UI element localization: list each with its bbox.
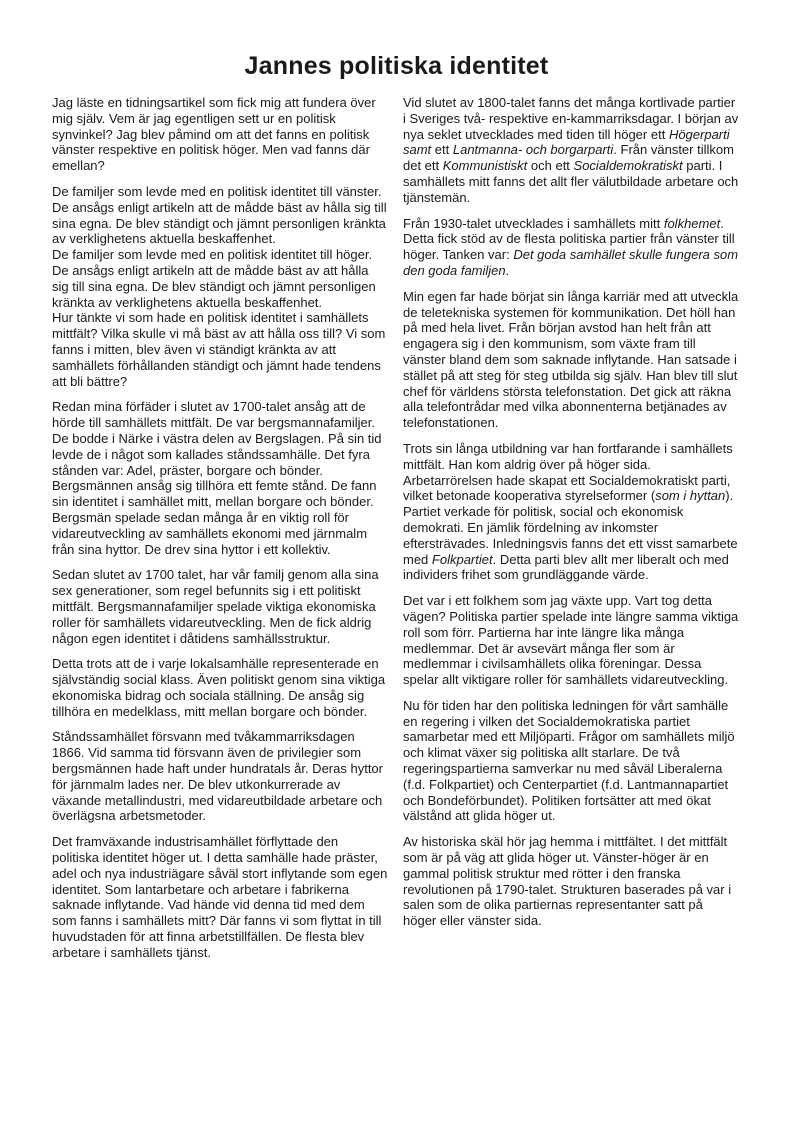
italic-text: som i hyttan [655, 488, 726, 504]
paragraph [403, 834, 739, 929]
paragraph: Sedan slutet av 1700 talet, har vår familj genom alla sina sex generationer, som regel befunnits sig i ett politiskt mittfält. Bergsmannafamiljer spelade viktiga ekonomiska roller för samhällets vidareutveckling. Men de fick aldrig någon egen identitet i dåtidens samhällsstruktur. [52, 567, 379, 646]
right-column [403, 95, 739, 939]
paragraph: Redan mina förfäder i slutet av 1700-talet ansåg att de hörde till samhällets mittfält. De var bergsmannafamiljer. De bodde i Närke i västra delen av Bergslagen. På sin tid levde de i något som kallades ståndssamhälle. Det fyra stånden var: Adel, präster, borgare och bönder. Bergsmännen ansåg sig tillhöra ett femte stånd. De fann sin identitet i samhället mitt, mellan borgare och bönder. Bergsmän spelade sedan många år en viktig roll för vidareutveckling av samhällets ekonomi med järnmalm från sina hyttor. De drev sina hyttor i ett kollektiv. [52, 399, 382, 557]
italic-text: Högerparti samt [403, 126, 730, 158]
italic-text: Socialdemokratiskt [573, 158, 683, 174]
text-run: Det var i ett folkhem som jag växte upp. Vart tog detta vägen? Politiska partier spelade inte längre samma viktiga roll som förr. Partierna har inte längre lika många medlemmar. Det är avsevärt många fler som är medlemmar i civilsamhällets olika föreningar. Dessa spelar allt viktigare roller för samhällets vidareutveckling. [403, 593, 739, 688]
text-run: ett [431, 142, 453, 158]
text-run: . Detta parti blev allt mer liberalt och med individers frihet som grundläggande värde. [403, 551, 729, 583]
paragraph-line: De familjer som levde med en politisk identitet till höger. De ansågs enligt artikeln att de mådde bäst av att hålla sig till sina egna. De blev ständigt och jämnt personligen kränkta av verklighetens aktuella beskaffenhet. [52, 247, 376, 310]
paragraph [403, 593, 739, 688]
paragraph: Det framväxande industrisamhället förflyttade den politiska identitet höger ut. I detta samhälle hade präster, adel och nya industriägare såväl stort inflytande som egen identitet. Som lantarbetare och arbetare i fabrikerna saknade inflytande. Vad hände vid denna tid med dem som fanns i samhällets mitt? Där fanns vi som flyttat in till huvudstaden för att finna arbetstillfällen. De flesta blev arbetare i samhällets tjänst. [52, 834, 388, 960]
paragraph [403, 216, 739, 279]
paragraph [403, 289, 739, 431]
paragraph-line: Hur tänkte vi som hade en politisk identitet i samhällets mittfält? Vilka skulle vi må bäst av att hålla oss till? Vi som fanns i mitten, blev även vi ständigt kränkta av att samhällets förhållanden ständigt och jämnt hade tendens att bli bättre? [52, 310, 386, 389]
paragraph: Jag läste en tidningsartikel som fick mig att fundera över mig själv. Vem är jag egentligen sett ur en politisk synvinkel? Jag blev påmind om att det fanns en politisk vänster respektive en politisk höger. Men vad fanns där emellan? [52, 95, 376, 174]
text-run: Från 1930-talet utvecklades i samhällets mitt [403, 215, 664, 231]
text-run: Min egen far hade börjat sin långa karriär med att utveckla de teletekniska systemen för kommunikation. Det höll han på med hela livet. Från början avstod han helt från att engagera sig i den kommunism, som växte fram till vänster bland dem som saknade inflytande. Han satsade i stället på att steg för steg utbilda sig själv. Han blev till slut chef för världens största telefonstation. Det gick att räkna alla telefontrådar med vilka abonnenterna betjänades av telefonstationen. [403, 288, 739, 431]
paragraph-line: De familjer som levde med en politisk identitet till vänster. De ansågs enligt artikeln att de mådde bäst av hålla sig till sina egna. De blev ständigt och jämnt personligen kränkta av verklighetens aktuella beskaffenhet. [52, 183, 387, 247]
text-run: och ett [527, 158, 574, 174]
paragraph [52, 184, 388, 389]
text-run: parti. I samhällets mitt fanns det allt fler välutbildade arbetare och tjänstemän. [403, 158, 739, 205]
italic-text: Folkpartiet [431, 551, 493, 567]
text-run: . [505, 262, 510, 278]
italic-text: Kommunistiskt [442, 158, 528, 174]
paragraph [403, 698, 739, 824]
paragraph [403, 95, 739, 206]
paragraph: Ståndssamhället försvann med tvåkammarriksdagen 1866. Vid samma tid försvann även de privilegier som bergsmännen hade haft under hundratals år. Deras hyttor för järnmalm lades ner. De blev utkonkurrerade av växande metallindustri, med vidareutbildade arbetare och överlägsna arbetsmetoder. [52, 729, 383, 824]
text-run: . Från vänster tillkom det ett [403, 142, 734, 174]
text-run: Trots sin långa utbildning var han fortfarande i samhällets mittfält. Han kom aldrig över på höger sida. Arbetarrörelsen hade skapat ett Socialdemokratiskt parti, vilket betonade kooperativa styrelseformer ( [403, 440, 733, 504]
left-column [52, 95, 388, 971]
italic-text: Lantmanna- och borgarparti [452, 142, 614, 158]
paragraph: Detta trots att de i varje lokalsamhälle representerade en självständig social klass. Även politiskt genom sina viktiga ekonomiska bidrag och sociala ställning. De ansåg sig tillhöra en medelklass, mitt mellan borgare och bönder. [52, 656, 386, 719]
italic-text: Det goda samhället skulle fungera som den goda familjen [403, 247, 739, 278]
italic-text: folkhemet [663, 215, 721, 231]
text-run: . Detta fick stöd av de flesta politiska partier från vänster till höger. Tanken var: [403, 215, 735, 263]
text-run: ). Partiet verkade för politisk, social och ekonomisk demokrati. En jämlik fördelning av inkomster eftersträvades. Inledningsvis fanns det ett visst samarbete med [403, 488, 738, 567]
text-run: Av historiska skäl hör jag hemma i mittfältet. I det mittfält som är på väg att glida höger ut. Vänster-höger är en gammal politisk struktur med rötter i den franska revolutionen på 1790-talet. Strukturen baserades på var i salen som de olika partiernas representanter satt på höger eller vänster sida. [403, 834, 732, 929]
page-title: Jannes politiska identitet [244, 52, 549, 80]
paragraph [403, 441, 739, 583]
text-run: Nu för tiden har den politiska ledningen för vårt samhälle en regering i vilken det Socialdemokratiska partiet samarbetar med ett Miljöparti. Frågor om samhällets miljö och klimat växer sig politiska allt starlare. De två regeringspartierna samverkar nu med såväl Liberalerna (f.d. Folkpartiet) och Centerpartiet (f.d. Lantmannapartiet och Bondeförbundet). Politiken fortsätter att med ökat välstånd att glida höger ut. [403, 697, 735, 824]
text-run: Vid slutet av 1800-talet fanns det många kortlivade partier i Sveriges två- respektive en-kammarriksdagar. I början av nya seklet utvecklades med tiden till höger ett [403, 95, 739, 142]
